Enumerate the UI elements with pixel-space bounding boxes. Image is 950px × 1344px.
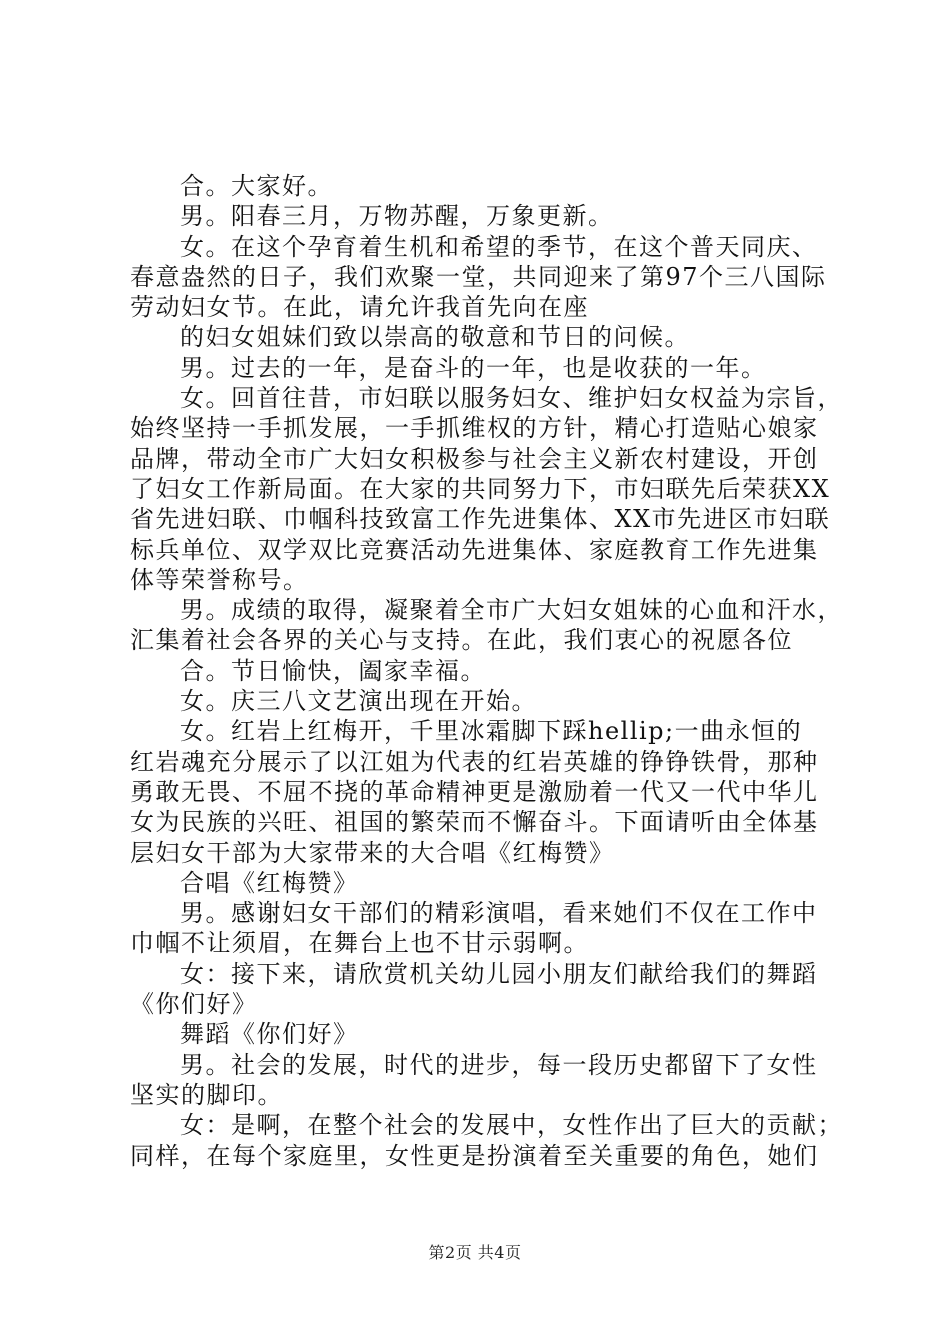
- text-line: 女为民族的兴旺、祖国的繁荣而不懈奋斗。下面请听由全体基: [130, 808, 819, 837]
- page-number-footer: 第2页 共4页: [428, 1243, 522, 1262]
- document-body: [130, 171, 843, 1171]
- text-line: 男。过去的一年，是奋斗的一年，也是收获的一年。: [180, 353, 767, 382]
- text-line: 省先进妇联、巾帼科技致富工作先进集体、XX市先进区市妇联: [130, 505, 831, 534]
- text-line: 层妇女干部为大家带来的大合唱《红梅赞》: [130, 838, 615, 867]
- text-line: 男。社会的发展，时代的进步，每一段历史都留下了女性: [180, 1050, 818, 1079]
- text-line: 了妇女工作新局面。在大家的共同努力下，市妇联先后荣获XX: [130, 474, 831, 503]
- text-line: 《你们好》: [130, 990, 258, 1019]
- text-line: 同样，在每个家庭里，女性更是扮演着至关重要的角色，她们: [130, 1141, 819, 1170]
- text-line: 坚实的脚印。: [130, 1080, 283, 1109]
- text-line: 巾帼不让须眉，在舞台上也不甘示弱啊。: [130, 929, 589, 958]
- text-line: 合。节日愉快，阖家幸福。: [180, 656, 486, 685]
- text-line: 女。回首往昔，市妇联以服务妇女、维护妇女权益为宗旨，: [180, 384, 843, 413]
- text-line: 男。阳春三月，万物苏醒，万象更新。: [180, 202, 614, 231]
- text-line: 勇敢无畏、不屈不挠的革命精神更是激励着一代又一代中华儿: [130, 777, 819, 806]
- text-line: 女：是啊，在整个社会的发展中，女性作出了巨大的贡献；: [180, 1111, 843, 1140]
- text-line: 品牌，带动全市广大妇女积极参与社会主义新农村建设，开创: [130, 444, 819, 473]
- text-line: 男。感谢妇女干部们的精彩演唱，看来她们不仅在工作中: [180, 899, 818, 928]
- text-line: 的妇女姐妹们致以崇高的敬意和节日的问候。: [180, 323, 690, 352]
- text-line: 体等荣誉称号。: [130, 565, 309, 594]
- text-line: 女。红岩上红梅开，千里冰霜脚下踩hellip;一曲永恒的: [180, 717, 803, 746]
- text-line: 女。庆三八文艺演出现在开始。: [180, 687, 537, 716]
- text-line: 舞蹈《你们好》: [180, 1020, 359, 1049]
- text-line: 劳动妇女节。在此，请允许我首先向在座: [130, 293, 589, 322]
- text-line: 春意盎然的日子，我们欢聚一堂，共同迎来了第97个三八国际: [130, 262, 827, 291]
- text-line: 汇集着社会各界的关心与支持。在此，我们衷心的祝愿各位: [130, 626, 793, 655]
- text-line: 女：接下来，请欣赏机关幼儿园小朋友们献给我们的舞蹈: [180, 959, 818, 988]
- text-line: 男。成绩的取得，凝聚着全市广大妇女姐妹的心血和汗水，: [180, 596, 843, 625]
- text-line: 标兵单位、双学双比竞赛活动先进集体、家庭教育工作先进集: [130, 535, 819, 564]
- text-line: 合。大家好。: [180, 172, 333, 200]
- text-line: 合唱《红梅赞》: [180, 868, 359, 897]
- text-line: 红岩魂充分展示了以江姐为代表的红岩英雄的铮铮铁骨，那种: [130, 747, 819, 776]
- text-line: 女。在这个孕育着生机和希望的季节，在这个普天同庆、: [180, 232, 818, 261]
- text-line: 始终坚持一手抓发展，一手抓维权的方针，精心打造贴心娘家: [130, 414, 819, 443]
